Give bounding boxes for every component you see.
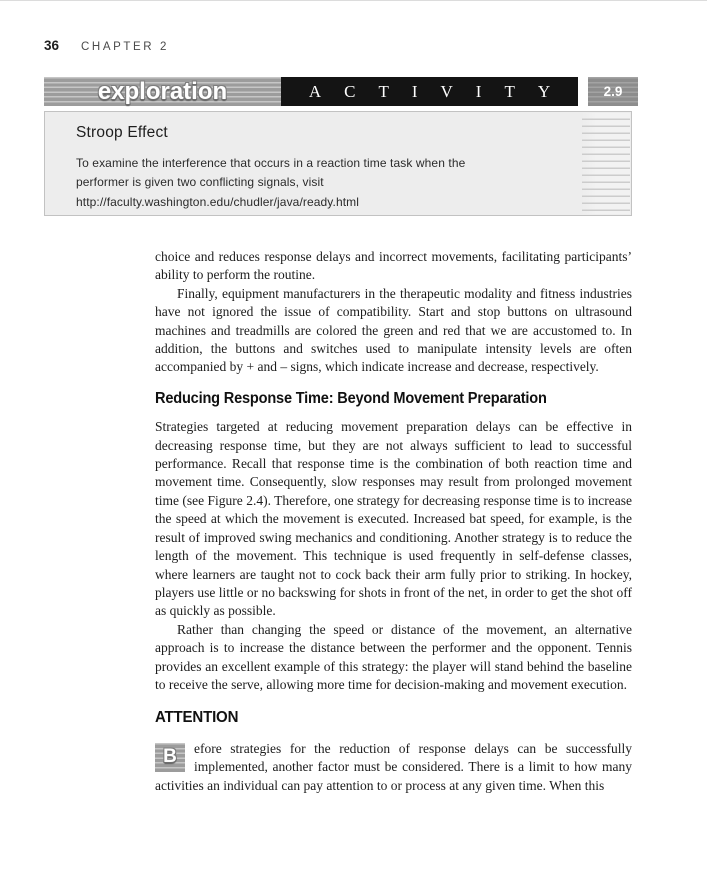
exploration-activity-box [44,111,632,216]
paragraph-attention-text: efore strategies for the reduction of response delays can be successfully implemented, another factor must be considered. There is a limit to how many activities an individual can pay attention to or process at any given time. When this [155,740,632,793]
activity-banner [44,77,638,106]
activity-number-badge: 2.9 [588,77,638,106]
chapter-label: CHAPTER 2 [81,41,169,53]
paragraph-continuation: choice and reduces response delays and incorrect movements, facilitating participants’ ability to perform the routine. [155,249,632,283]
page-number: 36 [44,38,60,53]
activity-box-line-1: To examine the interference that occurs in a reaction time task when the [76,156,466,170]
activity-label-box: ACTIVITY [281,77,578,106]
drop-cap-letter: B [155,743,185,772]
exploration-brand-label: exploration [97,77,228,105]
banner-gap [578,77,588,106]
running-head [44,38,169,53]
activity-box-line-2: performer is given two conflicting signals, visit [76,175,324,190]
section-heading-reducing-response-time: Reducing Response Time: Beyond Movement Preparation [155,389,547,407]
section-heading-attention: ATTENTION [155,709,239,727]
activity-box-title: Stroop Effect [76,124,168,141]
body-text-column [155,248,632,795]
paragraph-strategies: Strategies targeted at reducing movement preparation delays can be effective in decreasing response time, but they are not always sufficient to lead to successful performance. Recall that response time is the combination of both reaction time and movement time. Consequently, slow responses may result from prolonged movement time (see Figure 2.4). Therefore, one strategy for decreasing response time is to increase the speed at which the movement is executed. Increased bat speed, for example, is the result of improved swing mechanics and conditioning. Another strategy is to reduce the length of the movement. This technique is used frequently in self-defense classes, where learners are taught not to cock back their arm fully prior to striking. In hockey, players use little or no backswing for shots in front of the net, in order to get the shot off as quickly as possible. [155,419,632,619]
ruled-stripes-decoration [582,113,630,214]
paragraph-compatibility: Finally, equipment manufacturers in the therapeutic modality and fitness industries have not ignored the issue of compatibility. Start and stop buttons on ultrasound machines and treadmills are colored the green and red that we are accustomed to. In addition, the buttons and switches used to manipulate intensity levels are often accompanied by + and – signs, which indicate increase and decrease, respectively. [155,285,632,375]
activity-box-body [76,154,546,212]
activity-box-url: http://faculty.washington.edu/chudler/java/ready.html [76,194,360,209]
paragraph-attention-intro [155,740,632,795]
exploration-brand-box [44,77,281,106]
paragraph-distance: Rather than changing the speed or distance of the movement, an alternative approach is to increase the distance between the performer and the opponent. Tennis provides an excellent example of this strategy: the player will stand behind the baseline to receive the serve, allowing more time for decision-making and movement execution. [155,621,632,692]
